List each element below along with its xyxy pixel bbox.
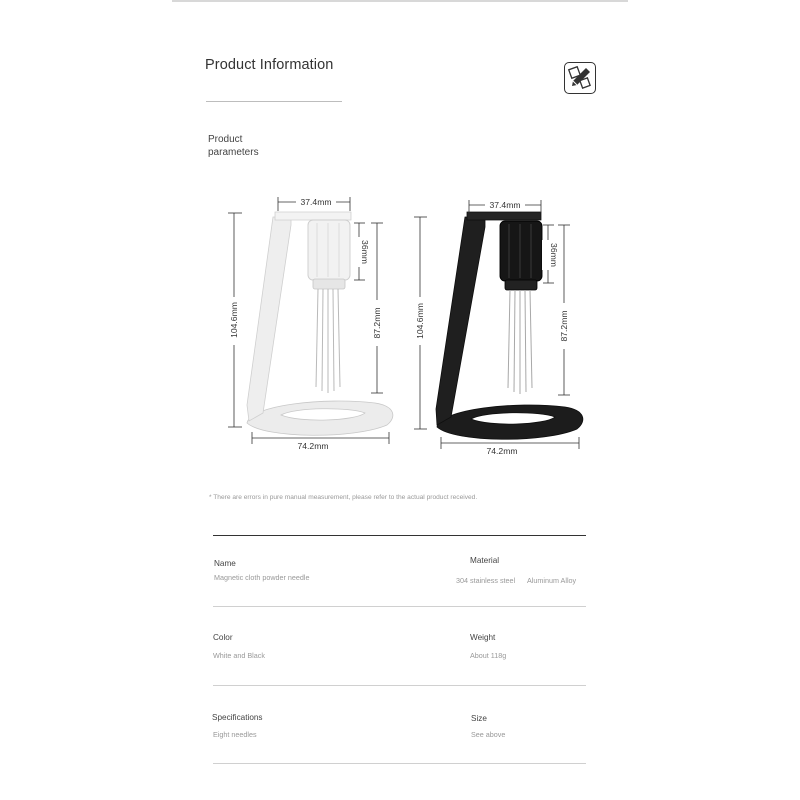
- black-stand-knob: [500, 221, 542, 281]
- white-stand-needles: [316, 289, 340, 393]
- color-label: Color: [213, 633, 233, 642]
- black-stand-base: [437, 405, 583, 439]
- dimension-diagram: [215, 185, 595, 475]
- size-label: Size: [471, 714, 487, 723]
- white-needle-height-dim: 87.2mm: [372, 307, 382, 339]
- white-stand-collar: [313, 279, 345, 289]
- weight-label: Weight: [470, 633, 496, 642]
- material-value-aluminum: Aluminum Alloy: [527, 576, 577, 585]
- black-base-width-dim: 74.2mm: [486, 446, 518, 456]
- size-value: See above: [471, 730, 506, 739]
- specifications-label: Specifications: [212, 713, 263, 722]
- edit-pencil-icon-graphic: [567, 65, 593, 91]
- specifications-value: Eight needles: [213, 730, 257, 739]
- white-stand-base: [247, 401, 393, 435]
- measurement-note: * There are errors in pure manual measurement, please refer to the actual product received.: [209, 494, 478, 501]
- edit-pencil-icon[interactable]: [564, 62, 596, 94]
- white-top-width-dim: 37.4mm: [300, 197, 332, 207]
- black-top-width-dim: 37.4mm: [489, 200, 521, 210]
- black-height-dim: 104.6mm: [415, 303, 425, 339]
- weight-value: About 118g: [470, 651, 507, 660]
- spec-row-divider-3: [213, 763, 586, 764]
- spec-row-divider-1: [213, 606, 586, 607]
- white-stand: [227, 195, 393, 452]
- black-needle-height-dim: 87.2mm: [559, 310, 569, 342]
- white-stand-knob: [308, 220, 350, 280]
- spec-table-top-rule: [213, 535, 586, 536]
- black-stand-arm: [436, 217, 485, 425]
- color-value: White and Black: [213, 651, 265, 660]
- white-height-dim: 104.6mm: [229, 302, 239, 338]
- top-border-line: [172, 0, 628, 2]
- white-stand-arm: [247, 217, 291, 421]
- white-stand-top-plate: [275, 212, 351, 220]
- white-base-width-dim: 74.2mm: [297, 441, 329, 451]
- title-underline: [206, 101, 342, 102]
- name-label: Name: [214, 559, 236, 568]
- white-head-height-dim: 36mm: [360, 240, 370, 264]
- material-value-steel: 304 stainless steel: [456, 576, 516, 585]
- black-stand-needles: [508, 290, 532, 394]
- material-label: Material: [470, 556, 500, 565]
- params-heading-line2: parameters: [208, 146, 259, 158]
- params-heading-line1: Product: [208, 134, 243, 145]
- black-stand-collar: [505, 280, 537, 290]
- page-title: Product Information: [205, 57, 334, 73]
- product-parameters-heading: [208, 134, 259, 159]
- name-value: Magnetic cloth powder needle: [214, 573, 310, 582]
- black-stand: [413, 198, 583, 457]
- spec-row-divider-2: [213, 685, 586, 686]
- black-head-height-dim: 36mm: [549, 243, 559, 267]
- black-stand-top-plate: [467, 212, 541, 220]
